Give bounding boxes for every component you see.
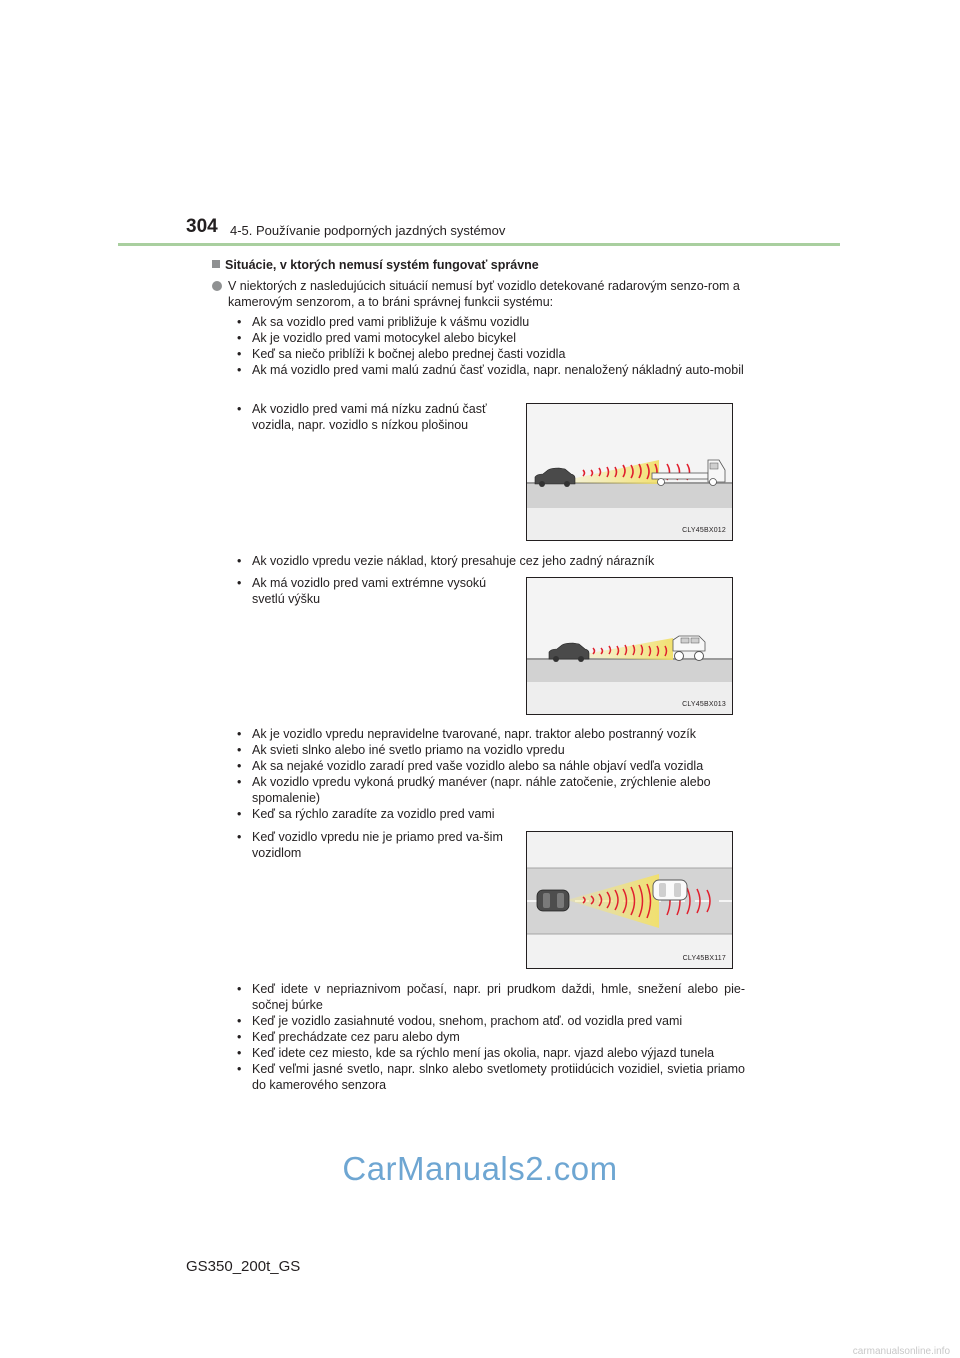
figure-code: CLY45BX117 xyxy=(682,955,726,962)
list-item: • Ak sa nejaké vozidlo zaradí pred vaše vozidlo alebo sa náhle objaví vedľa vozidla xyxy=(237,758,745,774)
figure-high-clearance-vehicle xyxy=(526,577,733,715)
list-item: • Ak svieti slnko alebo iné svetlo priamo na vozidlo vpredu xyxy=(237,742,745,758)
list-item: • Ak je vozidlo pred vami motocykel alebo bicykel xyxy=(237,330,745,346)
bullet-list-2 xyxy=(237,553,745,569)
figure-code: CLY45BX012 xyxy=(682,527,726,534)
list-item: • Ak vozidlo vpredu vezie náklad, ktorý presahuje cez jeho zadný nárazník xyxy=(237,553,745,569)
intro-paragraph xyxy=(228,278,746,310)
list-item: • Ak vozidlo vpredu vykoná prudký manéver (napr. náhle zatočenie, zrýchlenie alebo spomalenie) xyxy=(237,774,745,806)
figure-2-caption xyxy=(237,575,512,607)
situations-heading xyxy=(212,258,539,272)
figure-offset-vehicle xyxy=(526,831,733,969)
illustration-low-platform xyxy=(527,404,732,540)
section-title: 4-5. Používanie podporných jazdných systémov xyxy=(230,223,506,238)
watermark: CarManuals2.com xyxy=(342,1150,618,1187)
footer-model: GS350_200t_GS xyxy=(186,1258,301,1275)
list-item: • Ak má vozidlo pred vami malú zadnú časť vozidla, napr. nenaložený nákladný auto-mobil xyxy=(237,362,745,378)
illustration-offset-vehicle xyxy=(527,832,732,968)
list-item: • Keď veľmi jasné svetlo, napr. slnko alebo svetlomety protiidúcich vozidiel, svietia priamo do kamerového senzora xyxy=(237,1061,745,1093)
list-item: • Keď je vozidlo zasiahnuté vodou, snehom, prachom atď. od vozidla pred vami xyxy=(237,1013,745,1029)
bullet-list-3 xyxy=(237,726,745,822)
page-number: 304 xyxy=(186,216,218,237)
list-item: • Keď sa niečo priblíži k bočnej alebo prednej časti vozidla xyxy=(237,346,745,362)
square-bullet-icon xyxy=(212,260,220,268)
header-rule xyxy=(118,243,840,246)
bullet-list-1 xyxy=(237,314,745,378)
list-item: • Keď idete v nepriaznivom počasí, napr. pri prudkom daždi, hmle, snežení alebo pie-sočnej búrke xyxy=(237,981,745,1013)
list-item: • Keď sa rýchlo zaradíte za vozidlo pred vami xyxy=(237,806,745,822)
list-item: • Keď idete cez miesto, kde sa rýchlo mení jas okolia, napr. vjazd alebo výjazd tunela xyxy=(237,1045,745,1061)
figure-code: CLY45BX013 xyxy=(682,701,726,708)
figure-low-rear-vehicle xyxy=(526,403,733,541)
figure-1-caption xyxy=(237,401,512,433)
list-item: • Keď vozidlo vpredu nie je priamo pred va-šim vozidlom xyxy=(237,829,512,861)
intro-text: V niektorých z nasledujúcich situácií nemusí byť vozidlo detekované radarovým senzo-rom a kamerovým senzorom, a to bráni správnej funkcii systému: xyxy=(228,279,740,309)
illustration-high-clearance xyxy=(527,578,732,714)
list-item: • Ak sa vozidlo pred vami približuje k vášmu vozidlu xyxy=(237,314,745,330)
list-item: • Ak je vozidlo vpredu nepravidelne tvarované, napr. traktor alebo postranný vozík xyxy=(237,726,745,742)
heading-text: Situácie, v ktorých nemusí systém fungovať správne xyxy=(225,258,539,272)
figure-3-caption xyxy=(237,829,512,861)
bottom-link[interactable]: carmanualsonline.info xyxy=(852,1346,950,1357)
circle-bullet-icon xyxy=(212,281,222,291)
list-item: • Ak má vozidlo pred vami extrémne vysokú svetlú výšku xyxy=(237,575,512,607)
list-item: • Keď prechádzate cez paru alebo dym xyxy=(237,1029,745,1045)
bullet-list-4 xyxy=(237,981,745,1093)
list-item: • Ak vozidlo pred vami má nízku zadnú časť vozidla, napr. vozidlo s nízkou plošinou xyxy=(237,401,512,433)
